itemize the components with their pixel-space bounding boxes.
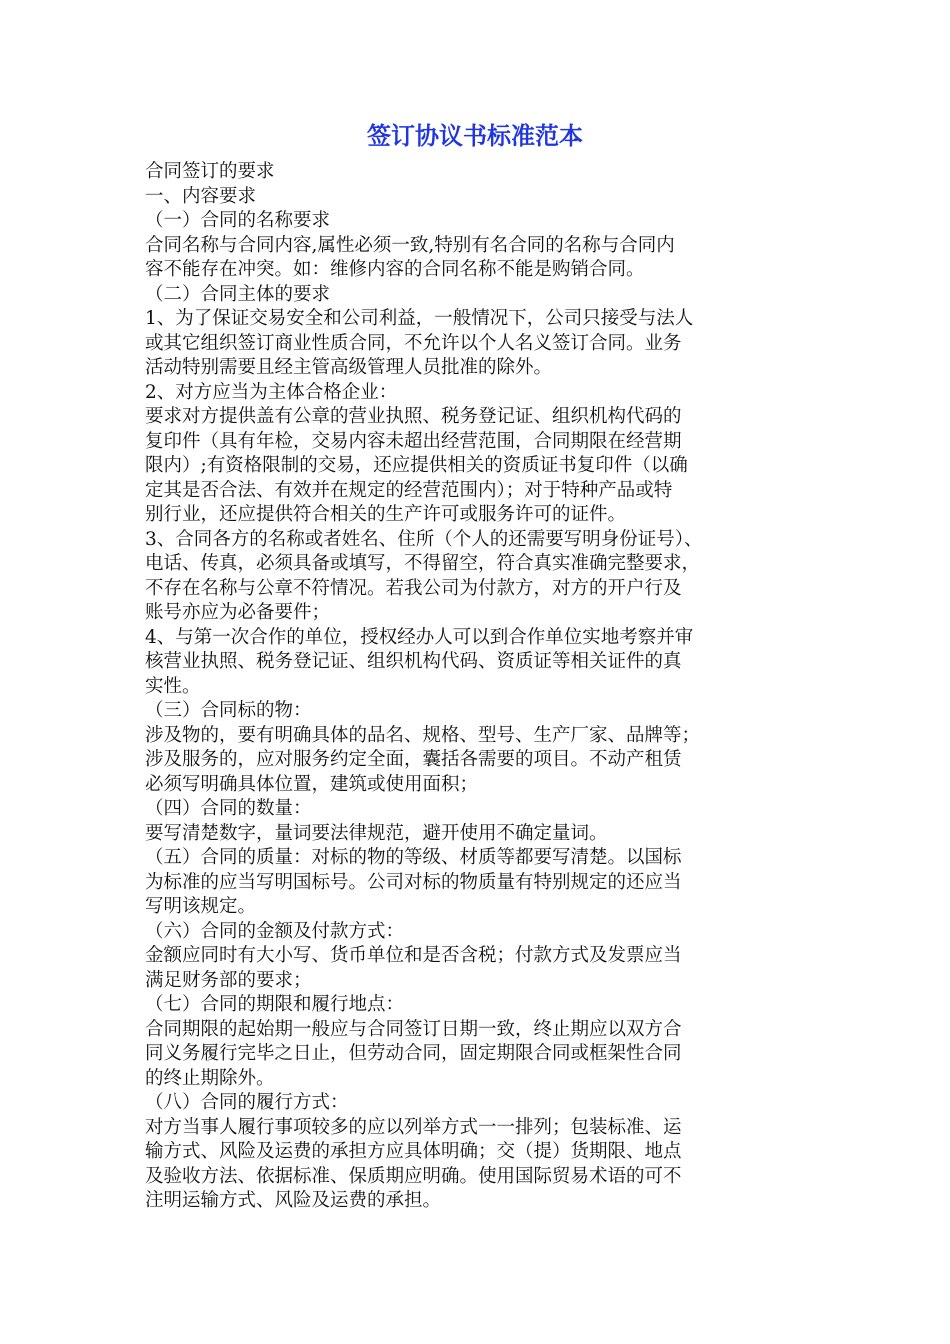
- text-line: 复印件（具有年检，交易内容未超出经营范围，合同期限在经营期: [145, 430, 682, 452]
- text-line: 账号亦应为必备要件；: [145, 602, 331, 623]
- text-line: 满足财务部的要求；: [145, 969, 312, 991]
- text-line: （三）合同标的物：: [145, 700, 312, 721]
- text-line: 实性。: [145, 675, 201, 697]
- text-line: 的终止期除外。: [145, 1067, 275, 1089]
- text-line: 4、与第一次合作的单位，授权经办人可以到合作单位实地考察并审: [145, 626, 694, 648]
- text-line: 3、合同各方的名称或者姓名、住所（个人的还需要写明身份证号）、: [145, 528, 703, 550]
- text-line: 别行业，还应提供符合相关的生产许可或服务许可的证件。: [145, 504, 627, 525]
- text-line: 写明该规定。: [145, 896, 257, 917]
- text-line: 定其是否合法、有效并在规定的经营范围内）；对于特种产品或特: [145, 479, 673, 501]
- text-line: （二）合同主体的要求: [145, 283, 331, 305]
- text-line: 及验收方法、依据标准、保质期应明确。使用国际贸易术语的可不: [145, 1165, 682, 1187]
- text-line: 要写清楚数字，量词要法律规范，避开使用不确定量词。: [145, 822, 608, 844]
- text-line: 合同期限的起始期一般应与合同签订日期一致，终止期应以双方合: [145, 1018, 682, 1040]
- text-line: 容不能存在冲突。如：维修内容的合同名称不能是购销合同。: [145, 259, 645, 280]
- text-line: （五）合同的质量：对标的物的等级、材质等都要写清楚。以国标: [145, 847, 682, 868]
- text-line: 1、为了保证交易安全和公司利益，一般情况下，公司只接受与法人: [145, 308, 694, 329]
- text-line: 对方当事人履行事项较多的应以列举方式一一排列；包装标准、运: [145, 1116, 682, 1138]
- text-line: 限内）;有资格限制的交易，还应提供相关的资质证书复印件（以确: [145, 455, 688, 476]
- text-line: 同义务履行完毕之日止，但劳动合同，固定期限合同或框架性合同: [145, 1043, 682, 1064]
- text-line: 要求对方提供盖有公章的营业执照、税务登记证、组织机构代码的: [145, 406, 682, 427]
- text-line: 合同名称与合同内容,属性必须一致,特别有名合同的名称与合同内: [145, 234, 675, 256]
- text-line: （六）合同的金额及付款方式：: [145, 920, 405, 942]
- text-line: 合同签订的要求: [145, 161, 275, 182]
- text-line: 电话、传真，必须具备或填写，不得留空，符合真实准确完整要求，: [145, 553, 701, 574]
- text-line: 涉及服务的，应对服务约定全面，囊括各需要的项目。不动产租赁: [145, 749, 682, 770]
- text-line: （四）合同的数量：: [145, 798, 312, 819]
- text-line: （一）合同的名称要求: [145, 210, 331, 231]
- text-line: 活动特别需要且经主管高级管理人员批准的除外。: [145, 357, 553, 378]
- document-title: 签订协议书标准范本: [367, 122, 583, 150]
- text-line: 输方式、风险及运费的承担方应具体明确；交（提）货期限、地点: [145, 1141, 682, 1162]
- text-line: 涉及物的，要有明确具体的品名、规格、型号、生产厂家、品牌等；: [145, 724, 701, 746]
- text-line: （七）合同的期限和履行地点：: [145, 994, 405, 1015]
- text-line: 一、内容要求: [145, 185, 257, 207]
- text-line: 2、对方应当为主体合格企业：: [145, 381, 398, 403]
- document-body: [145, 160, 810, 1214]
- text-line: （八）合同的履行方式：: [145, 1092, 349, 1113]
- text-line: 核营业执照、税务登记证、组织机构代码、资质证等相关证件的真: [145, 651, 682, 672]
- text-line: 必须写明确具体位置，建筑或使用面积；: [145, 773, 479, 795]
- text-line: 注明运输方式、风险及运费的承担。: [145, 1190, 442, 1211]
- text-line: 不存在名称与公章不符情况。若我公司为付款方，对方的开户行及: [145, 577, 682, 599]
- text-line: 为标准的应当写明国标号。公司对标的物质量有特别规定的还应当: [145, 871, 682, 893]
- text-line: 金额应同时有大小写、货币单位和是否含税；付款方式及发票应当: [145, 945, 682, 966]
- text-line: 或其它组织签订商业性质合同，不允许以个人名义签订合同。业务: [145, 332, 682, 354]
